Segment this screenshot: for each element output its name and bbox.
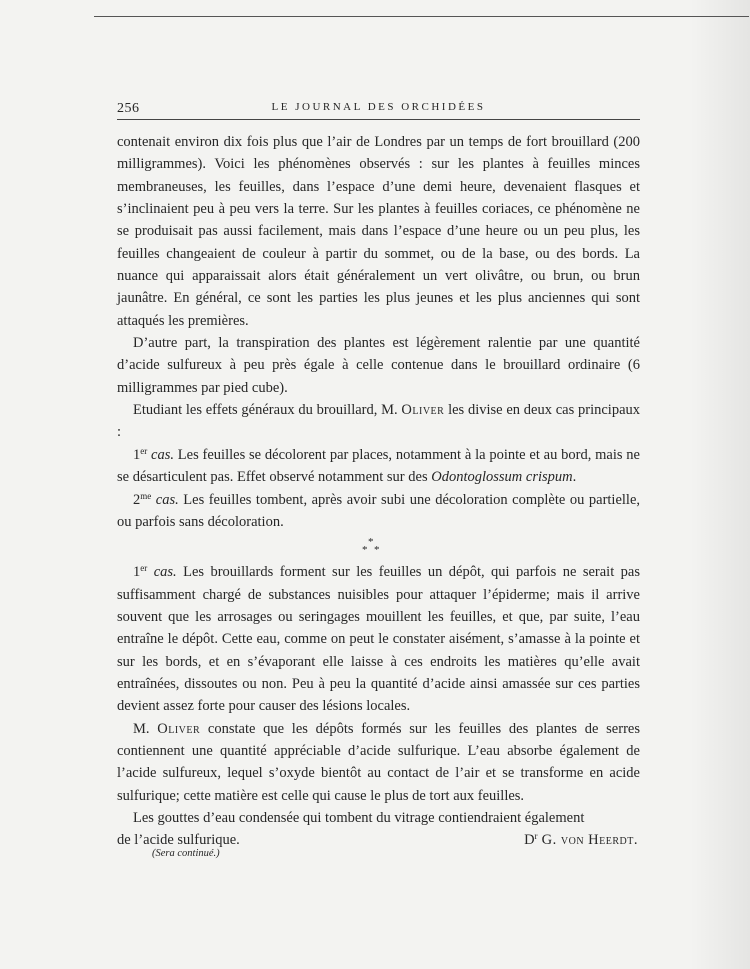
header-rule: [117, 119, 640, 120]
case-label: cas.: [151, 446, 175, 463]
signature-title: D: [524, 832, 535, 849]
case-ordinal: er: [140, 445, 148, 456]
paragraph-case-1: [117, 444, 640, 489]
asterisk: *: [374, 544, 380, 557]
paragraph-effects-intro: [117, 399, 640, 444]
asterisk: *: [362, 544, 368, 557]
case-number: 1: [133, 446, 141, 463]
case-number: 1: [133, 564, 141, 581]
page-header: [117, 99, 640, 121]
asterism-separator: [117, 533, 640, 561]
case-label: cas.: [153, 564, 177, 581]
author-signature: [524, 829, 640, 851]
paragraph-sulfuric-deposits: [117, 718, 640, 807]
author-name-oliver: Oliver: [401, 402, 445, 419]
asterisk: *: [368, 536, 374, 549]
case-label: cas.: [155, 491, 179, 508]
article-body: [117, 131, 640, 852]
page-edge-shadow: [690, 0, 750, 969]
text-segment: constate que les dépôts formés sur les feuilles des plantes de serres contiennent une quantité appréciable d’acide sulfurique. L’eau absorbe également de l’acide sulfureux, lequel s’oxyde bientôt au contact de l’air et se transforme en acide sulfurique; cette matière est celle qui cause le plus de tort aux feuilles.: [117, 720, 640, 804]
page-number: 256: [117, 101, 140, 116]
text-segment: M.: [133, 720, 158, 737]
paragraph-case-1-detail: [117, 561, 640, 717]
paragraph-transpiration: D’autre part, la transpiration des plantes est légèrement ralentie par une quantité d’acide sulfureux à peu près égale à celle contenue dans le brouillard ordinaire (6 milligrammes par pied cube).: [117, 335, 640, 396]
signature-title-sup: r: [534, 831, 538, 842]
paragraph-case-2: [117, 489, 640, 534]
case-text: Les feuilles tombent, après avoir subi une décoloration complète ou partielle, ou parfois sans décoloration.: [117, 491, 641, 530]
running-title: LE JOURNAL DES ORCHIDÉES: [271, 101, 486, 113]
paragraph-condensation-end: de l’acide sulfurique.: [117, 832, 240, 849]
text-segment: .: [572, 469, 577, 486]
paragraph-fog-experiment: contenait environ dix fois plus que l’air de Londres par un temps de fort brouillard (200 milligrammes). Voici les phénomènes observés : sur les plantes à feuilles minces membraneuses, les feuilles, dans l’espace d’une demi heure, devenaient flasques et s’inclinaient peu à peu vers la terre. Sur les plantes à feuilles coriaces, ce phénomène ne se produisait pas aussi facilement, mais dans l’espace d’une heure ou un peu plus, les feuilles changeaient de couleur à partir du sommet, ou de la base, ou des bords. La nuance qui apparaissait alors était généralement un vert olivâtre, ou brun, ou brun jaunâtre. En général, ce sont les parties les plus jeunes et les plus anciennes qui sont attaqués les premières.: [117, 134, 640, 329]
continuation-note: (Sera continué.): [152, 848, 220, 859]
case-ordinal: me: [140, 490, 152, 501]
signature-name: G. von Heerdt.: [537, 832, 638, 849]
paragraph-condensation: Les gouttes d’eau condensée qui tombent du vitrage contiendraient également: [133, 809, 585, 826]
author-name-oliver: Oliver: [157, 720, 201, 737]
text-segment: les divise en deux cas principaux :: [117, 402, 641, 441]
case-number: 2: [133, 491, 141, 508]
case-text: Les feuilles se décolorent par places, notamment à la pointe et au bord, mais ne se désarticulent pas. Effet observé notamment sur des: [117, 446, 640, 486]
case-text: Les brouillards forment sur les feuilles un dépôt, qui parfois ne serait pas suffisamment chargé de substances nuisibles pour attaquer l’épiderme; mais il arrive souvent que les arrosages ou seringages mouillent les feuilles, et que, par suite, l’eau entraîne le dépôt. Cette eau, comme on peut le constater aisément, s’amasse à la pointe et sur les bords, et en s’évaporant elle laisse à ces endroits les matières qu’elle avait entraînées, dissoutes ou non. Peu à peu la quantité d’acide ainsi amassée sur ces parties devient assez forte pour causer des lésions locales.: [117, 564, 640, 715]
text-segment: Etudiant les effets généraux du brouillard, M.: [133, 402, 402, 419]
species-name: Odontoglossum crispum: [431, 469, 573, 486]
case-ordinal: er: [140, 563, 148, 574]
scan-top-edge: [94, 16, 749, 17]
